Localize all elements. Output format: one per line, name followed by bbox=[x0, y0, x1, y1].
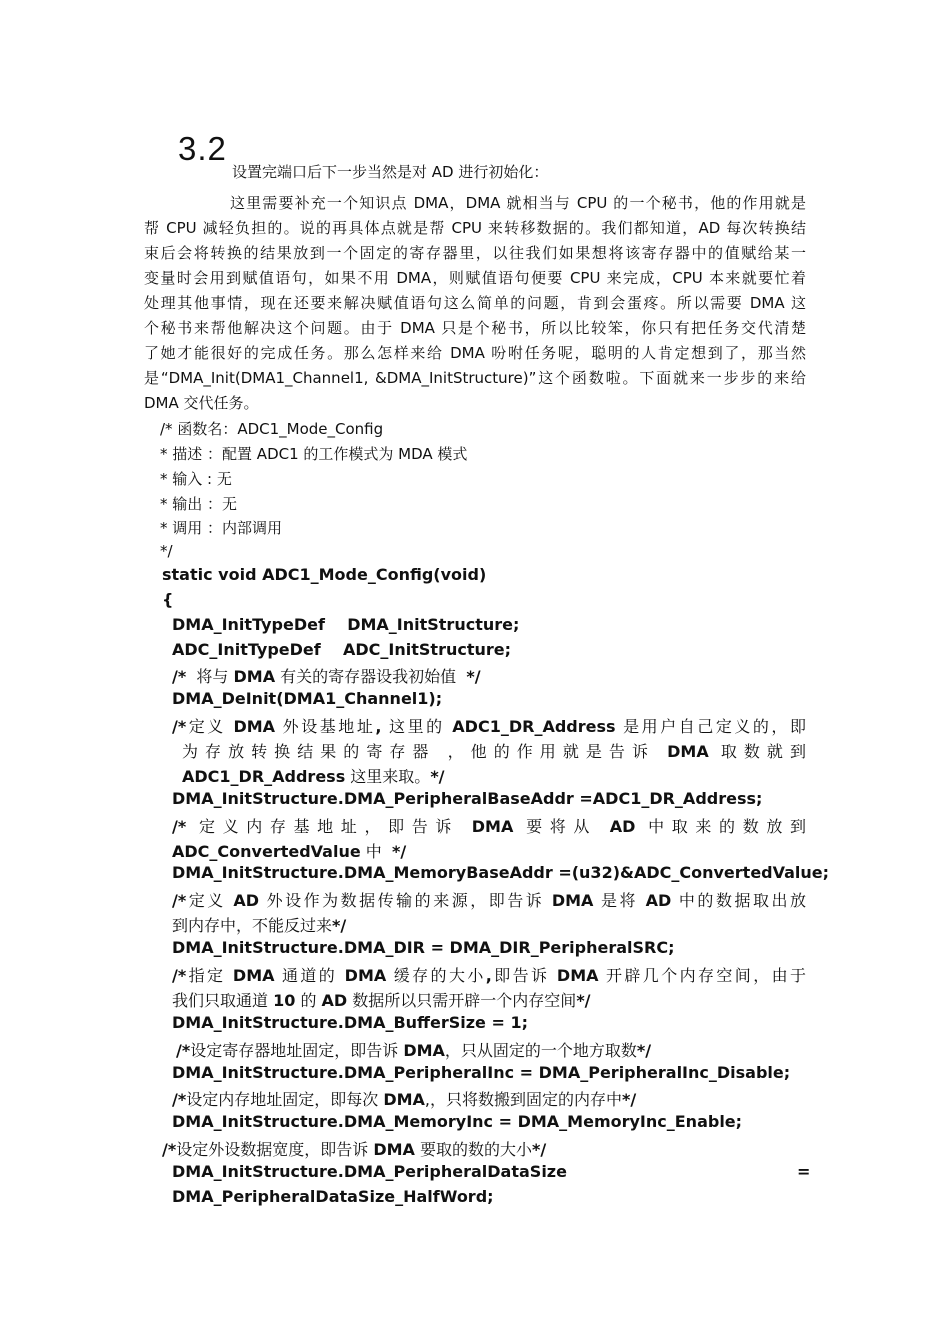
code-comment: /* 将与 DMA 有关的寄存器设我初始值 */ bbox=[172, 667, 481, 686]
paragraph-line: 变量时会用到赋值语句，如果不用 DMA，则赋值语句便要 CPU 来完成，CPU 本来就要忙着 bbox=[144, 269, 806, 287]
comment-line: * 输入 : 无 bbox=[160, 470, 232, 488]
code-line: DMA_InitStructure.DMA_PeripheralDataSize bbox=[172, 1162, 567, 1181]
paragraph-line: 是“DMA_Init(DMA1_Channel1, &DMA_InitStructure)”这个函数啦。下面就来一步步的来给 bbox=[144, 369, 806, 387]
paragraph-line: 这里需要补充一个知识点 DMA，DMA 就相当与 CPU 的一个秘书，他的作用就是 bbox=[230, 194, 806, 212]
code-comment: /*设定内存地址固定，即每次 DMA,，只将数搬到固定的内存中*/ bbox=[172, 1090, 637, 1109]
paragraph-line: 个秘书来帮他解决这个问题。由于 DMA 只是个秘书，所以比较笨，你只有把任务交代清楚 bbox=[144, 319, 806, 337]
comment-line: * 描述 ：配置 ADC1 的工作模式为 MDA 模式 bbox=[160, 445, 468, 463]
code-comment: /* 定义内存基地址，即告诉 DMA 要将从 AD 中取来的数放到 bbox=[172, 817, 806, 836]
code-line: DMA_InitTypeDef DMA_InitStructure; bbox=[172, 615, 520, 634]
dma-explanation-paragraph bbox=[144, 191, 806, 416]
code-comment: /*定义 AD 外设作为数据传输的来源，即告诉 DMA 是将 AD 中的数据取出放 bbox=[172, 891, 806, 910]
function-signature: static void ADC1_Mode_Config(void) bbox=[162, 565, 487, 584]
open-brace: { bbox=[162, 590, 174, 609]
comment-line: */ bbox=[160, 542, 173, 560]
code-comment: /*定义 DMA 外设基地址, 这里的 ADC1_DR_Address 是用户自己定义的，即 bbox=[172, 717, 806, 736]
code-comment: ADC_ConvertedValue 中 */ bbox=[172, 842, 407, 861]
code-comment: /*指定 DMA 通道的 DMA 缓存的大小,即告诉 DMA 开辟几个内存空间，由于 bbox=[172, 966, 806, 985]
intro-sentence: 设置完端口后下一步当然是对 AD 进行初始化： bbox=[232, 163, 549, 181]
code-comment: 到内存中，不能反过来*/ bbox=[172, 916, 347, 935]
code-comment: 为存放转换结果的寄存器 ，他的作用就是告诉 DMA 取数就到 bbox=[182, 742, 806, 761]
code-line: DMA_PeripheralDataSize_HalfWord; bbox=[172, 1187, 494, 1206]
code-line: DMA_InitStructure.DMA_BufferSize = 1; bbox=[172, 1013, 528, 1032]
comment-line: /* 函数名：ADC1_Mode_Config bbox=[160, 420, 384, 438]
code-line: DMA_InitStructure.DMA_MemoryInc = DMA_MemoryInc_Enable; bbox=[172, 1112, 743, 1131]
code-comment: ADC1_DR_Address 这里来取。*/ bbox=[182, 767, 445, 786]
code-line: DMA_InitStructure.DMA_PeripheralBaseAddr =ADC1_DR_Address; bbox=[172, 789, 763, 808]
code-line: DMA_InitStructure.DMA_DIR = DMA_DIR_PeripheralSRC; bbox=[172, 938, 675, 957]
code-comment: 我们只取通道 10 的 AD 数据所以只需开辟一个内存空间*/ bbox=[172, 991, 591, 1010]
code-comment: /*设定寄存器地址固定，即告诉 DMA，只从固定的一个地方取数*/ bbox=[176, 1041, 652, 1060]
code-operator: = bbox=[797, 1162, 811, 1181]
paragraph-line: 束后会将转换的结果放到一个固定的寄存器里，以往我们如果想将该寄存器中的值赋给某一 bbox=[144, 244, 806, 262]
paragraph-line: DMA 交代任务。 bbox=[144, 394, 259, 412]
comment-line: * 输出 ：无 bbox=[160, 495, 238, 513]
section-number: 3.2 bbox=[178, 130, 227, 167]
code-line: DMA_InitStructure.DMA_MemoryBaseAddr =(u32)&ADC_ConvertedValue; bbox=[172, 863, 830, 882]
comment-line: * 调用 ：内部调用 bbox=[160, 519, 283, 537]
paragraph-line: 帮 CPU 减轻负担的。说的再具体点就是帮 CPU 来转移数据的。我们都知道，AD 每次转换结 bbox=[144, 219, 806, 237]
code-line: DMA_InitStructure.DMA_PeripheralInc = DMA_PeripheralInc_Disable; bbox=[172, 1063, 791, 1082]
code-line: DMA_DeInit(DMA1_Channel1); bbox=[172, 689, 443, 708]
code-comment: /*设定外设数据宽度，即告诉 DMA 要取的数的大小*/ bbox=[162, 1140, 547, 1159]
paragraph-line: 处理其他事情，现在还要来解决赋值语句这么简单的问题，肯到会蛋疼。所以需要 DMA 这 bbox=[144, 294, 806, 312]
code-line: ADC_InitTypeDef ADC_InitStructure; bbox=[172, 640, 512, 659]
paragraph-line: 了她才能很好的完成任务。那么怎样来给 DMA 吩咐任务呢，聪明的人肯定想到了，那当然 bbox=[144, 344, 806, 362]
